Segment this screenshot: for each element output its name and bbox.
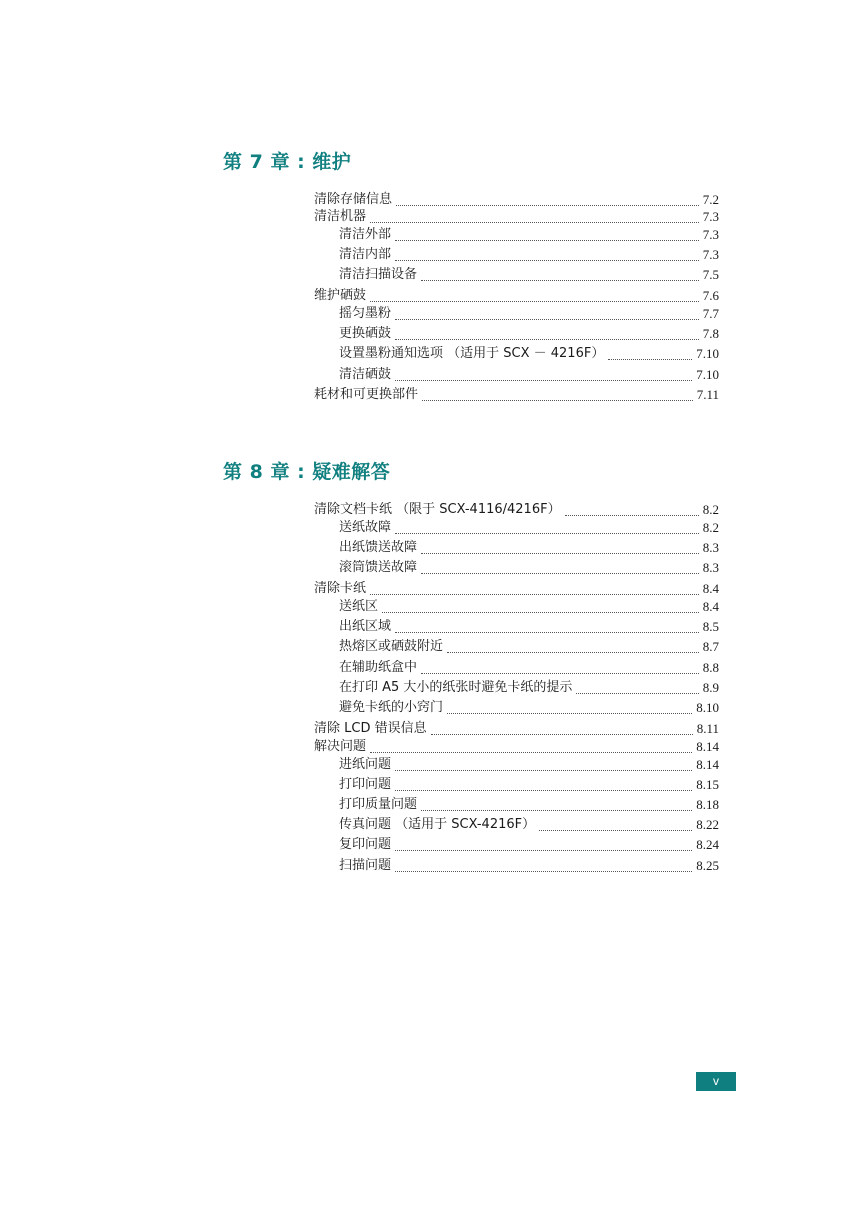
toc-dot-leader [395, 618, 699, 633]
toc-entry-label: 滚筒馈送故障 [339, 560, 418, 575]
toc-entry-page: 8.14 [696, 757, 719, 772]
toc-entry-page: 7.6 [702, 288, 719, 303]
toc-entry[interactable] [339, 597, 719, 615]
toc-entry-page: 8.9 [702, 680, 719, 695]
toc-dot-leader [395, 226, 699, 241]
chapter-7-title: 第 7 章 : 维护 [223, 151, 352, 173]
toc-entry-label: 打印问题 [339, 777, 392, 792]
toc-dot-leader [421, 559, 699, 574]
toc-entry[interactable] [339, 324, 719, 342]
toc-entry[interactable] [339, 538, 719, 556]
toc-entry-label: 解决问题 [314, 739, 367, 754]
toc-entry-label: 清洁硒鼓 [339, 367, 392, 382]
toc-entry-label: 进纸问题 [339, 757, 392, 772]
toc-entry-page: 7.7 [702, 306, 719, 321]
toc-entry[interactable] [314, 190, 719, 208]
toc-dot-leader [395, 836, 692, 851]
toc-dot-leader [370, 287, 699, 302]
toc-dot-leader [370, 208, 699, 223]
toc-entry[interactable] [339, 658, 719, 676]
toc-entry[interactable] [339, 815, 719, 833]
toc-entry-page: 7.3 [702, 247, 719, 262]
toc-entry[interactable] [314, 737, 719, 755]
toc-entry-label: 摇匀墨粉 [339, 306, 392, 321]
toc-entry-page: 7.8 [702, 326, 719, 341]
toc-dot-leader [395, 519, 699, 534]
toc-entry[interactable] [339, 698, 719, 716]
toc-dot-leader [395, 776, 692, 791]
toc-entry-label: 在打印 A5 大小的纸张时避免卡纸的提示 [339, 680, 573, 695]
toc-entry-page: 8.11 [696, 721, 719, 736]
toc-entry-label: 清除卡纸 [314, 581, 367, 596]
toc-dot-leader [608, 345, 692, 360]
toc-entry[interactable] [339, 835, 719, 853]
toc-entry-label: 清除存储信息 [314, 192, 393, 207]
toc-entry-label: 复印问题 [339, 837, 392, 852]
toc-entry[interactable] [314, 286, 719, 304]
toc-dot-leader [370, 580, 699, 595]
toc-entry-page: 8.4 [702, 599, 719, 614]
toc-dot-leader [421, 266, 699, 281]
toc-entry[interactable] [314, 500, 719, 518]
toc-entry[interactable] [339, 637, 719, 655]
toc-entry-page: 8.4 [702, 581, 719, 596]
toc-entry-page: 8.15 [696, 777, 719, 792]
toc-entry-page: 8.18 [696, 797, 719, 812]
toc-entry-label: 清除文档卡纸 （限于 SCX-4116/4216F） [314, 502, 561, 517]
toc-entry-page: 7.10 [696, 346, 719, 361]
toc-entry[interactable] [339, 775, 719, 793]
toc-entry-page: 8.2 [702, 520, 719, 535]
toc-entry[interactable] [339, 558, 719, 576]
toc-entry-page: 7.3 [702, 209, 719, 224]
toc-entry-page: 8.10 [696, 700, 719, 715]
toc-entry-label: 热熔区或硒鼓附近 [339, 639, 444, 654]
toc-entry-page: 8.24 [696, 837, 719, 852]
toc-dot-leader [576, 679, 698, 694]
toc-entry[interactable] [314, 207, 719, 225]
toc-entry-page: 8.5 [702, 619, 719, 634]
toc-entry-page: 8.3 [702, 560, 719, 575]
toc-entry-page: 7.11 [696, 387, 719, 402]
toc-dot-leader [395, 246, 699, 261]
toc-entry-page: 8.8 [702, 660, 719, 675]
toc-entry[interactable] [339, 304, 719, 322]
chapter-8-title: 第 8 章 : 疑难解答 [223, 461, 391, 483]
toc-entry-page: 8.14 [696, 739, 719, 754]
toc-entry-label: 清洁外部 [339, 227, 392, 242]
toc-entry-label: 出纸区域 [339, 619, 392, 634]
toc-entry[interactable] [314, 719, 719, 737]
toc-dot-leader [422, 386, 693, 401]
toc-entry-page: 7.2 [702, 192, 719, 207]
toc-entry-label: 打印质量问题 [339, 797, 418, 812]
toc-entry-label: 送纸区 [339, 599, 379, 614]
toc-entry[interactable] [339, 678, 719, 696]
toc-entry[interactable] [339, 518, 719, 536]
toc-dot-leader [421, 659, 699, 674]
toc-entry[interactable] [314, 579, 719, 597]
toc-entry[interactable] [314, 385, 719, 403]
toc-dot-leader [421, 796, 692, 811]
toc-entry-page: 8.3 [702, 540, 719, 555]
toc-dot-leader [395, 325, 699, 340]
toc-entry-label: 传真问题 （适用于 SCX-4216F） [339, 817, 536, 832]
toc-entry[interactable] [339, 245, 719, 263]
toc-dot-leader [431, 720, 693, 735]
toc-entry-page: 7.3 [702, 227, 719, 242]
toc-entry-page: 8.2 [702, 502, 719, 517]
toc-entry-label: 清洁扫描设备 [339, 267, 418, 282]
toc-dot-leader [396, 191, 699, 206]
toc-dot-leader [447, 699, 692, 714]
toc-dot-leader [565, 501, 699, 516]
page-number-badge: v [696, 1072, 736, 1091]
toc-entry-label: 清除 LCD 错误信息 [314, 721, 427, 736]
toc-dot-leader [539, 816, 692, 831]
toc-entry-page: 8.7 [702, 639, 719, 654]
toc-entry-label: 在辅助纸盒中 [339, 660, 418, 675]
toc-entry[interactable] [339, 265, 719, 283]
toc-entry-label: 耗材和可更换部件 [314, 387, 419, 402]
toc-entry[interactable] [339, 617, 719, 635]
toc-entry-label: 出纸馈送故障 [339, 540, 418, 555]
toc-entry-page: 7.10 [696, 367, 719, 382]
toc-entry-label: 清洁机器 [314, 209, 367, 224]
toc-entry-label: 设置墨粉通知选项 （适用于 SCX － 4216F） [339, 346, 605, 361]
toc-dot-leader [395, 756, 692, 771]
toc-dot-leader [395, 366, 692, 381]
toc-entry-label: 清洁内部 [339, 247, 392, 262]
toc-dot-leader [395, 305, 699, 320]
toc-entry-page: 8.25 [696, 858, 719, 873]
toc-entry-label: 更换硒鼓 [339, 326, 392, 341]
toc-entry-label: 维护硒鼓 [314, 288, 367, 303]
toc-dot-leader [447, 638, 699, 653]
toc-entry[interactable] [339, 856, 719, 874]
toc-entry-page: 8.22 [696, 817, 719, 832]
toc-entry[interactable] [339, 365, 719, 383]
toc-dot-leader [395, 857, 692, 872]
toc-entry[interactable] [339, 795, 719, 813]
toc-entry[interactable] [339, 755, 719, 773]
toc-entry-label: 送纸故障 [339, 520, 392, 535]
toc-entry[interactable] [339, 225, 719, 243]
toc-dot-leader [370, 738, 692, 753]
toc-dot-leader [421, 539, 699, 554]
toc-entry-page: 7.5 [702, 267, 719, 282]
toc-entry[interactable] [339, 344, 719, 362]
toc-dot-leader [382, 598, 699, 613]
toc-entry-label: 避免卡纸的小窍门 [339, 700, 444, 715]
toc-entry-label: 扫描问题 [339, 858, 392, 873]
